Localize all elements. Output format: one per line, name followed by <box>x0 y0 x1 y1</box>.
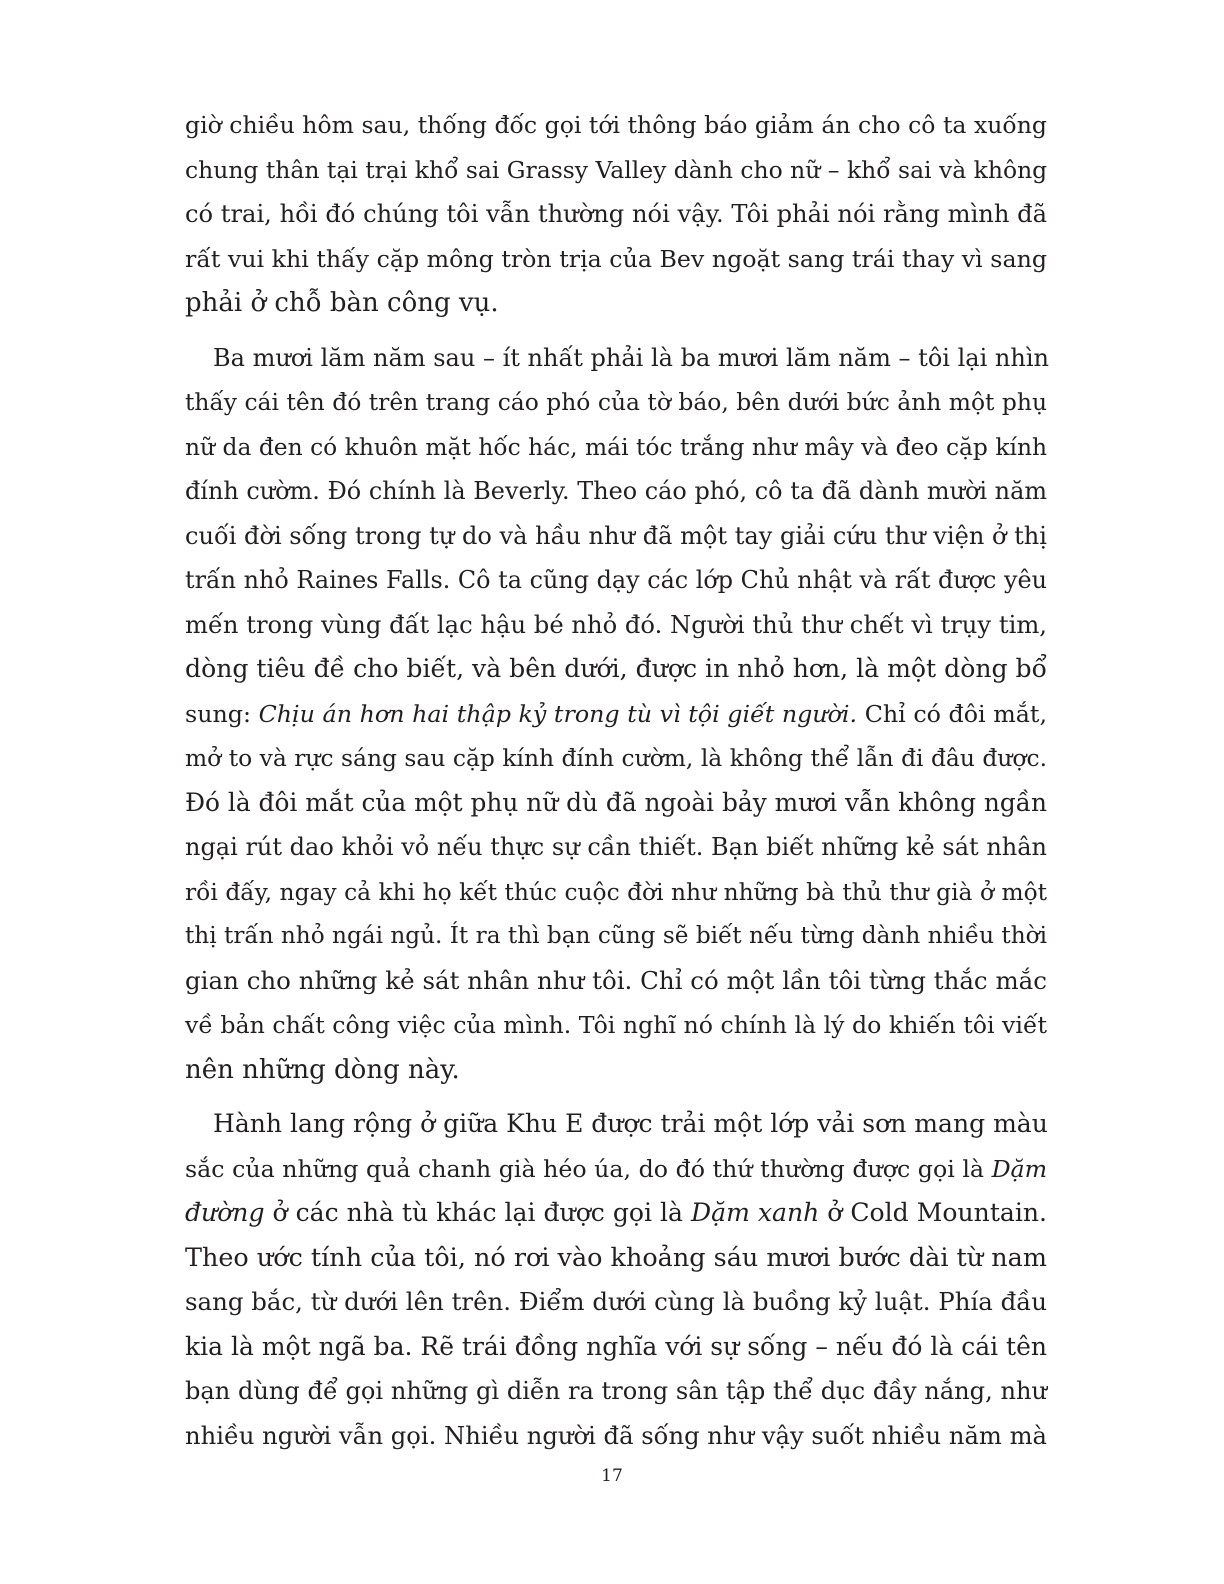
text-line: thấy cái tên đó trên trang cáo phó của tờ báo, bên dưới bức ảnh một phụ <box>185 388 1047 416</box>
text-line: Đó là đôi mắt của một phụ nữ dù đã ngoài bảy mươi vẫn không ngần <box>185 787 1047 817</box>
text-line <box>185 1191 1047 1236</box>
text-line <box>185 692 1047 737</box>
italic-term: Dặm xanh <box>691 1198 820 1227</box>
book-page-body <box>185 103 1047 1458</box>
paragraph-3 <box>185 1102 1047 1458</box>
text-run: ở các nhà tù khác lại được gọi là <box>264 1198 692 1227</box>
text-line: chung thân tại trại khổ sai Grassy Valley dành cho nữ – khổ sai và không <box>185 155 1048 184</box>
text-line: Theo ước tính của tôi, nó rơi vào khoảng sáu mươi bước dài từ nam <box>185 1242 1047 1273</box>
text-line: nữ da đen có khuôn mặt hốc hác, mái tóc trắng như mây và đeo cặp kính <box>185 432 1047 461</box>
italic-term: Dặm <box>991 1154 1048 1183</box>
text-line: ngại rút dao khỏi vỏ nếu thực sự cần thiết. Bạn biết những kẻ sát nhân <box>185 833 1047 861</box>
paragraph-2 <box>185 336 1047 1093</box>
text-line: nên những dòng này. <box>185 1054 460 1085</box>
italic-term: đường <box>185 1198 265 1227</box>
text-line <box>185 1147 1047 1192</box>
text-line: về bản chất công việc của mình. Tôi nghĩ nó chính là lý do khiến tôi viết <box>185 1011 1047 1039</box>
text-line: mến trong vùng đất lạc hậu bé nhỏ đó. Người thủ thư chết vì trụy tim, <box>185 610 1047 639</box>
text-line: trấn nhỏ Raines Falls. Cô ta cũng dạy các lớp Chủ nhật và rất được yêu <box>185 566 1047 594</box>
text-line: bạn dùng để gọi những gì diễn ra trong sân tập thể dục đầy nắng, như <box>185 1377 1047 1405</box>
text-line: có trai, hồi đó chúng tôi vẫn thường nói vậy. Tôi phải nói rằng mình đã <box>185 200 1047 228</box>
text-line: đính cườm. Đó chính là Beverly. Theo cáo phó, cô ta đã dành mười năm <box>185 477 1047 505</box>
text-line: mở to và rực sáng sau cặp kính đính cườm, là không thể lẫn đi đâu được. <box>185 744 1047 772</box>
text-line: nhiều người vẫn gọi. Nhiều người đã sống như vậy suốt nhiều năm mà <box>185 1421 1047 1450</box>
text-line: thị trấn nhỏ ngái ngủ. Ít ra thì bạn cũng sẽ biết nếu từng dành nhiều thời <box>185 922 1047 949</box>
text-line: gian cho những kẻ sát nhân như tôi. Chỉ có một lần tôi từng thắc mắc <box>185 965 1047 995</box>
italic-quote: Chịu án hơn hai thập kỷ trong tù vì tội giết người. <box>258 699 858 728</box>
text-line: kia là một ngã ba. Rẽ trái đồng nghĩa với sự sống – nếu đó là cái tên <box>185 1331 1047 1361</box>
text-line: rồi đấy, ngay cả khi họ kết thúc cuộc đời như những bà thủ thư già ở một <box>185 877 1047 906</box>
text-line: rất vui khi thấy cặp mông tròn trịa của Bev ngoặt sang trái thay vì sang <box>185 244 1047 273</box>
text-line: phải ở chỗ bàn công vụ. <box>185 288 499 318</box>
paragraph-1 <box>185 103 1047 326</box>
text-run: ở Cold Mountain. <box>819 1198 1047 1227</box>
text-line: Ba mươi lăm năm sau – ít nhất phải là ba mươi lăm năm – tôi lại nhìn <box>213 343 1049 372</box>
text-line: giờ chiều hôm sau, thống đốc gọi tới thông báo giảm án cho cô ta xuống <box>185 111 1047 139</box>
text-line: dòng tiêu đề cho biết, và bên dưới, được in nhỏ hơn, là một dòng bổ <box>185 654 1047 683</box>
text-run: Chỉ có đôi mắt, <box>857 699 1048 728</box>
text-run: sắc của những quả chanh già héo úa, do đó thứ thường được gọi là <box>185 1154 992 1183</box>
text-run: sung: <box>185 699 259 728</box>
text-line: sang bắc, từ dưới lên trên. Điểm dưới cùng là buồng kỷ luật. Phía đầu <box>185 1287 1047 1316</box>
text-line: Hành lang rộng ở giữa Khu E được trải một lớp vải sơn mang màu <box>213 1109 1048 1138</box>
text-line: cuối đời sống trong tự do và hầu như đã một tay giải cứu thư viện ở thị <box>185 521 1047 550</box>
page-number: 17 <box>601 1466 623 1486</box>
